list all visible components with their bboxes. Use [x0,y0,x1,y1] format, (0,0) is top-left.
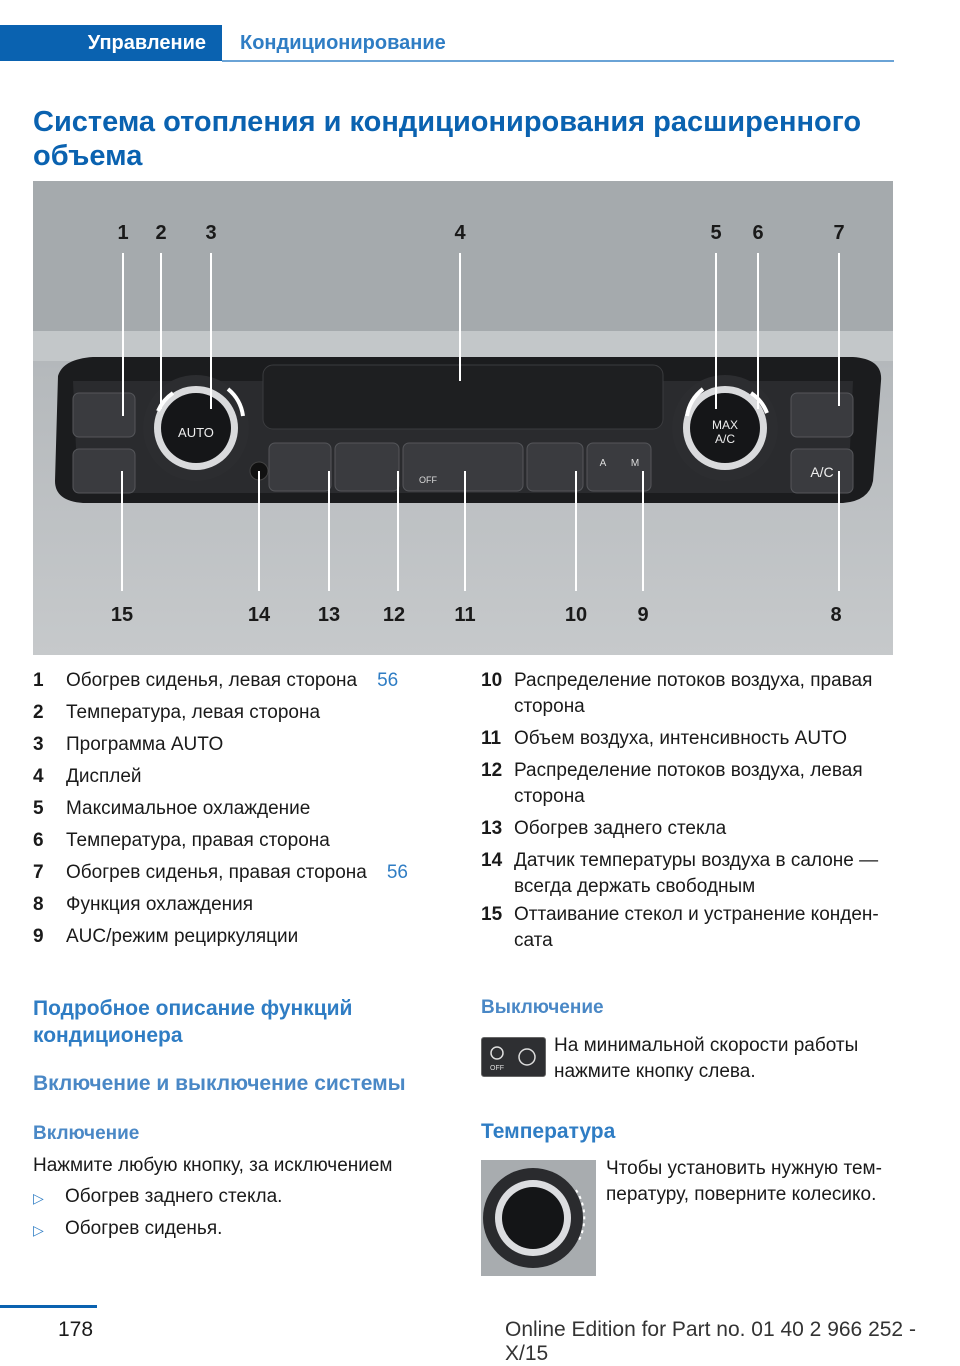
callout-9: 9 [637,604,649,626]
page-number: 178 [58,1318,94,1341]
legend-num: 4 [33,766,44,787]
legend-right [481,668,901,958]
legend-text: Дисплей [66,766,142,787]
auc-a-label: A [599,458,607,469]
callout-11: 11 [454,604,476,626]
on-text: Нажмите любую кнопку, за исключением [33,1155,393,1176]
legend-left [33,668,463,958]
climate-panel-illustration [33,181,893,655]
legend-item [33,732,463,758]
temperature-text [606,1156,896,1208]
callout-2: 2 [155,222,167,244]
page-link[interactable]: 56 [386,862,408,883]
legend-item [33,796,463,822]
callout-12: 12 [382,604,406,626]
callout-3: 3 [205,222,217,244]
legend-num: 9 [33,926,44,947]
legend-num: 6 [33,830,44,851]
header-tab-section[interactable]: Кондиционирование [240,32,446,54]
legend-num: 2 [33,702,44,723]
legend-text: Функция охлаждения [66,894,254,915]
legend-text-line2: сата [514,930,553,951]
callout-5: 5 [710,222,722,244]
bullet-icon: ▷ [33,1190,44,1206]
legend-num: 10 [481,670,503,691]
legend-num: 8 [33,894,44,915]
off-label: OFF [419,475,437,485]
callout-13: 13 [317,604,341,626]
on-heading: Включение [33,1123,140,1144]
legend-text: Температура, правая сторона [66,830,330,851]
legend-text-line2: всегда держать свободным [514,876,756,897]
temperature-text-line1: Чтобы установить нужную тем‐ [606,1158,882,1179]
legend-num: 5 [33,798,44,819]
legend-num: 11 [481,728,502,749]
max-ac-label-1: MAX [711,418,739,432]
callout-14: 14 [247,604,271,626]
legend-text-line2: сторона [514,786,585,807]
off-icon-label: OFF [490,1065,504,1072]
off-text-line1: На минимальной скорости работы [554,1035,859,1056]
legend-item [33,924,463,950]
max-ac-label-2: A/C [714,432,736,446]
legend-item [33,828,463,854]
off-text-line2: нажмите кнопку слева. [554,1061,756,1082]
section-heading-line2: кондиционера [33,1024,183,1047]
legend-text: Обогрев сиденья, правая сторона [66,862,367,883]
callout-6: 6 [752,222,764,244]
temperature-knob-image [481,1160,596,1276]
knob-icon [481,1160,596,1276]
section-heading-line1: Подробное описание функций [33,997,353,1020]
legend-num: 12 [481,760,503,781]
legend-text: Температура, левая сторона [66,702,321,723]
off-heading: Выключение [481,997,604,1018]
page-title: Система отопления и кондиционирования расширенного объема [33,106,862,172]
callout-10: 10 [564,604,588,626]
legend-text-line1: Объем воздуха, интенсивность AUTO [514,728,848,749]
legend-item [33,764,463,790]
legend-text: Программа AUTO [66,734,224,755]
header-tab-active[interactable]: Управление [0,25,222,61]
callout-8: 8 [830,604,842,626]
legend-item [33,700,463,726]
callout-7: 7 [833,222,845,244]
header-divider [222,60,894,62]
legend-text-line1: Распределение потоков воздуха, правая [514,670,873,691]
bullet-item: Обогрев сиденья. [65,1218,223,1239]
legend-text: Максимальное охлаждение [66,798,311,819]
legend-num: 15 [481,904,503,925]
legend-item [33,892,463,918]
bullet-item: Обогрев заднего стекла. [65,1186,283,1207]
section-heading [33,995,463,1049]
temperature-text-line2: пературу, поверните колесико. [606,1184,877,1205]
legend-num: 13 [481,818,503,839]
legend-num: 1 [33,670,44,691]
temperature-heading: Температура [481,1120,616,1143]
legend-item [33,668,463,694]
legend-text: Обогрев сиденья, левая сторона [66,670,358,691]
legend-text-line1: Датчик температуры воздуха в салоне — [514,850,879,871]
subsection-heading: Включение и выключение системы [33,1072,406,1095]
callout-1: 1 [117,222,129,244]
footer-edition: Online Edition for Part no. 01 40 2 966 252 - X/15 [505,1318,916,1365]
legend-text-line1: Обогрев заднего стекла [514,818,727,839]
auto-knob-label: AUTO [178,425,214,440]
legend-text-line1: Распределение потоков воздуха, левая [514,760,863,781]
fan-icon [482,1038,545,1076]
callout-15: 15 [110,604,134,626]
callout-4: 4 [454,222,466,244]
legend-text-line1: Оттаивание стекол и устранение конден‐ [514,904,879,925]
legend-text-line2: сторона [514,696,585,717]
page-link[interactable]: 56 [377,670,399,691]
legend-num: 3 [33,734,44,755]
legend-num: 14 [481,850,503,871]
off-text [554,1033,894,1085]
ac-button-label: A/C [810,464,834,480]
fan-off-button-icon [481,1037,546,1077]
auc-m-label: M [630,458,640,469]
legend-text: AUC/режим рециркуляции [66,926,299,947]
climate-panel-figure [33,181,893,655]
legend-item [33,860,463,886]
bullet-icon: ▷ [33,1222,44,1238]
legend-num: 7 [33,862,44,883]
footer-divider [0,1305,97,1308]
